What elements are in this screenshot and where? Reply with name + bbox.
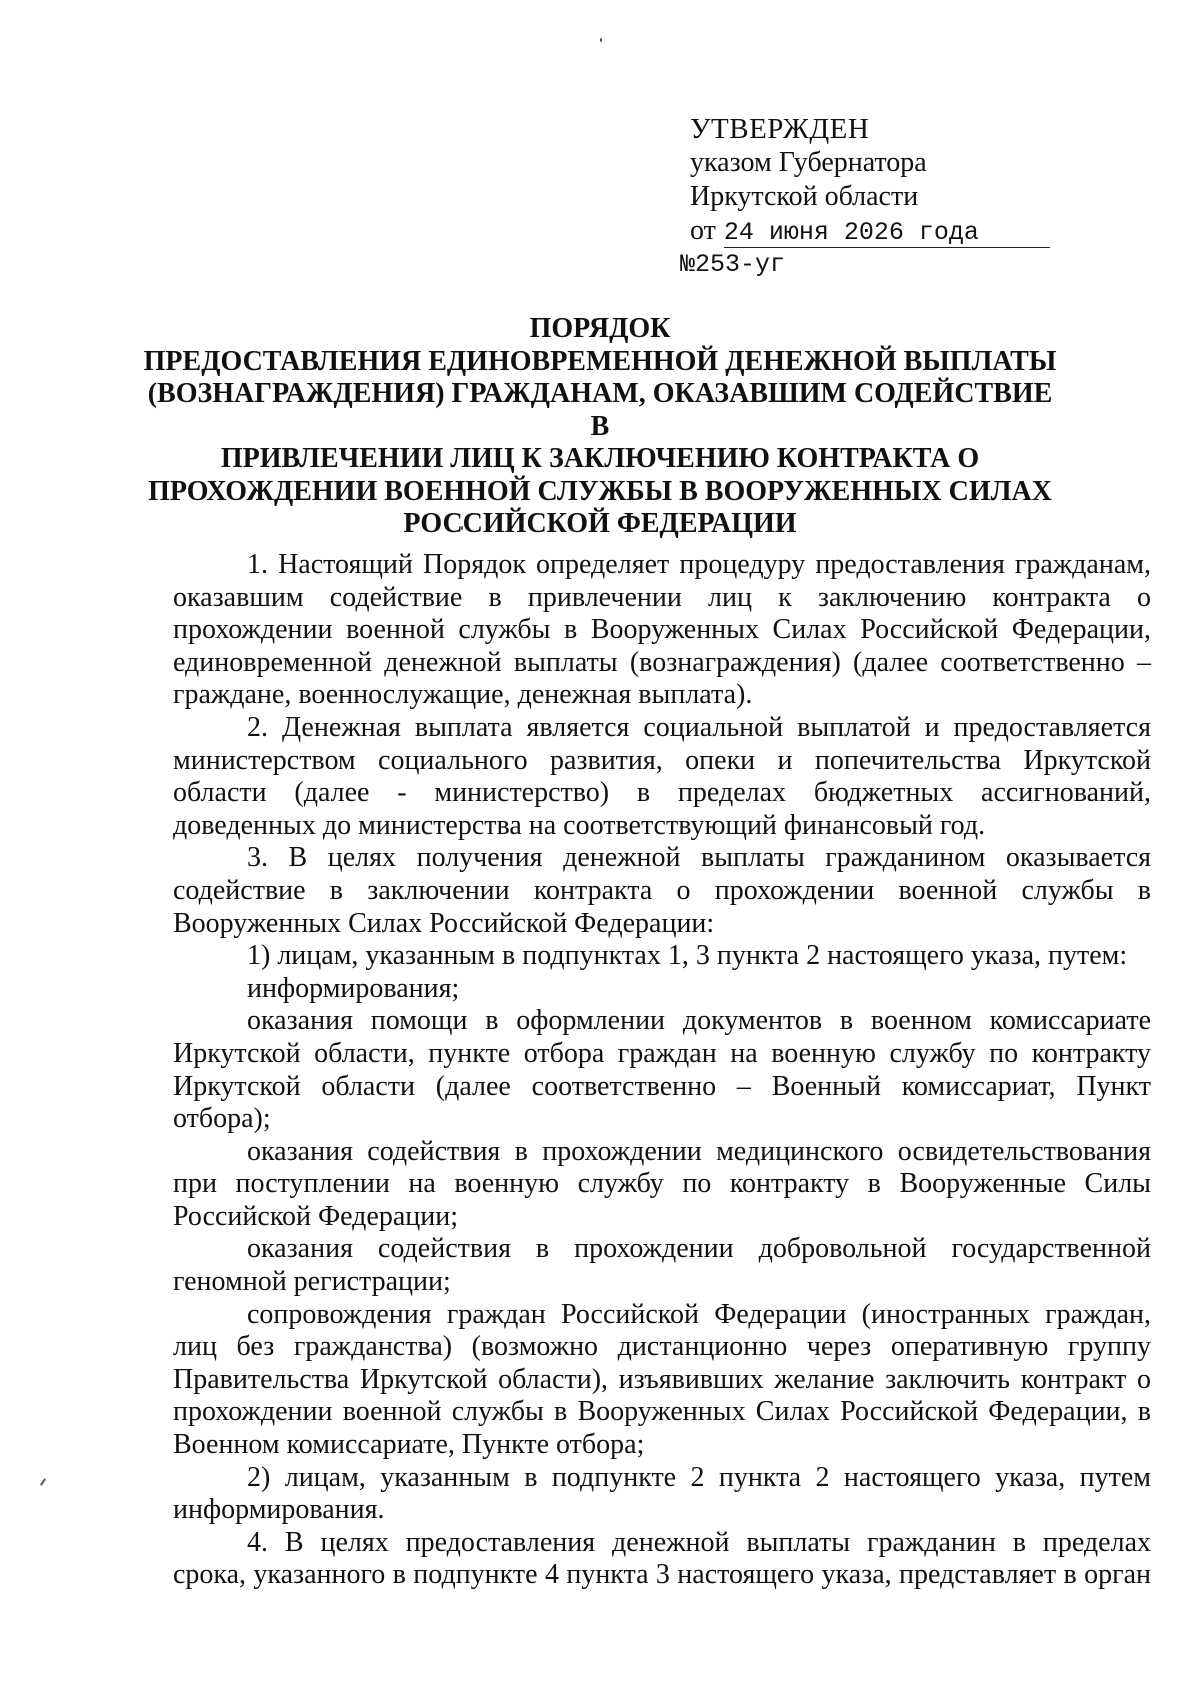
heading-line: (ВОЗНАГРАЖДЕНИЯ) ГРАЖДАНАМ, ОКАЗАВШИМ СОДЕЙСТВИЕ В [147, 378, 1053, 442]
paragraph: оказания содействия в прохождении медицинского освидетельствования при поступлении на военную службу по контракту в Вооруженные Силы Российской Федерации; [173, 1135, 1151, 1232]
paragraph: 2) лицам, указанным в подпункте 2 пункта 2 настоящего указа, путем информирования. [173, 1461, 1151, 1526]
paragraph: сопровождения граждан Российской Федерации (иностранных граждан, лиц без гражданства) (возможно дистанционно через оперативную группу Правительства Иркутской области), изъявивших желание заключить контракт о прохождении военной службы в Вооруженных Силах Российской Федерации, в Военном комиссариате, Пункте отбора; [173, 1298, 1151, 1461]
paragraph: оказания помощи в оформлении документов в военном комиссариате Иркутской области, пункте отбора граждан на военную службу по контракту Иркутской области (далее соответственно – Военный комиссариат, Пункт отбора); [173, 1005, 1151, 1135]
paragraph: 4. В целях предоставления денежной выплаты гражданин в пределах срока, указанного в подпункте 4 пункта 3 настоящего указа, представляет в орган [173, 1526, 1151, 1591]
approval-date-row [690, 214, 1050, 248]
approval-stamp-block [680, 112, 1050, 282]
paragraph: информирования; [247, 972, 460, 1004]
approval-number: №253-уг [680, 250, 786, 279]
heading-line: ПРЕДОСТАВЛЕНИЯ ЕДИНОВРЕМЕННОЙ ДЕНЕЖНОЙ ВЫПЛАТЫ [143, 345, 1057, 377]
heading-line: ПРИВЛЕЧЕНИИ ЛИЦ К ЗАКЛЮЧЕНИЮ КОНТРАКТА О [220, 443, 980, 474]
paragraph: 1) лицам, указанным в подпунктах 1, 3 пункта 2 настоящего указа, путем: [247, 940, 1128, 972]
heading-line: ПОРЯДОК [529, 313, 671, 344]
heading-line: ПРОХОЖДЕНИИ ВОЕННОЙ СЛУЖБЫ В ВООРУЖЕННЫХ СИЛАХ [148, 475, 1052, 507]
approval-line-decree: указом Губернатора [690, 147, 927, 178]
approval-date-prefix: от [690, 215, 716, 246]
paragraph: 2. Денежная выплата является социальной выплатой и предоставляется министерством социального развития, опеки и попечительства Иркутской области (далее - министерство) в пределах бюджетных ассигнований, доведенных до министерства на соответствующий финансовый год. [173, 711, 1151, 841]
approval-title: УТВЕРЖДЕН [690, 113, 870, 145]
paragraph: 1. Настоящий Порядок определяет процедуру предоставления гражданам, оказавшим содействие в привлечении лиц к заключению контракта о прохождении военной службы в Вооруженных Силах Российской Федерации, единовременной денежной выплаты (вознаграждения) (далее соответственно – граждане, военнослужащие, денежная выплата). [173, 549, 1151, 711]
paragraph: 3. В целях получения денежной выплаты гражданином оказывается содействие в заключении контракта о прохождении военной службы в Вооруженных Силах Российской Федерации: [173, 842, 1151, 939]
approval-date-value: 24 июня 2026 года [724, 219, 1050, 248]
document-heading [140, 313, 1060, 541]
approval-line-region: Иркутской области [690, 181, 919, 212]
heading-line: РОССИЙСКОЙ ФЕДЕРАЦИИ [403, 508, 797, 539]
scan-speck [600, 38, 602, 42]
scan-speck [40, 1478, 46, 1486]
paragraph: оказания содействия в прохождении добровольной государственной геномной регистрации; [173, 1233, 1151, 1298]
document-body [173, 549, 1151, 1592]
